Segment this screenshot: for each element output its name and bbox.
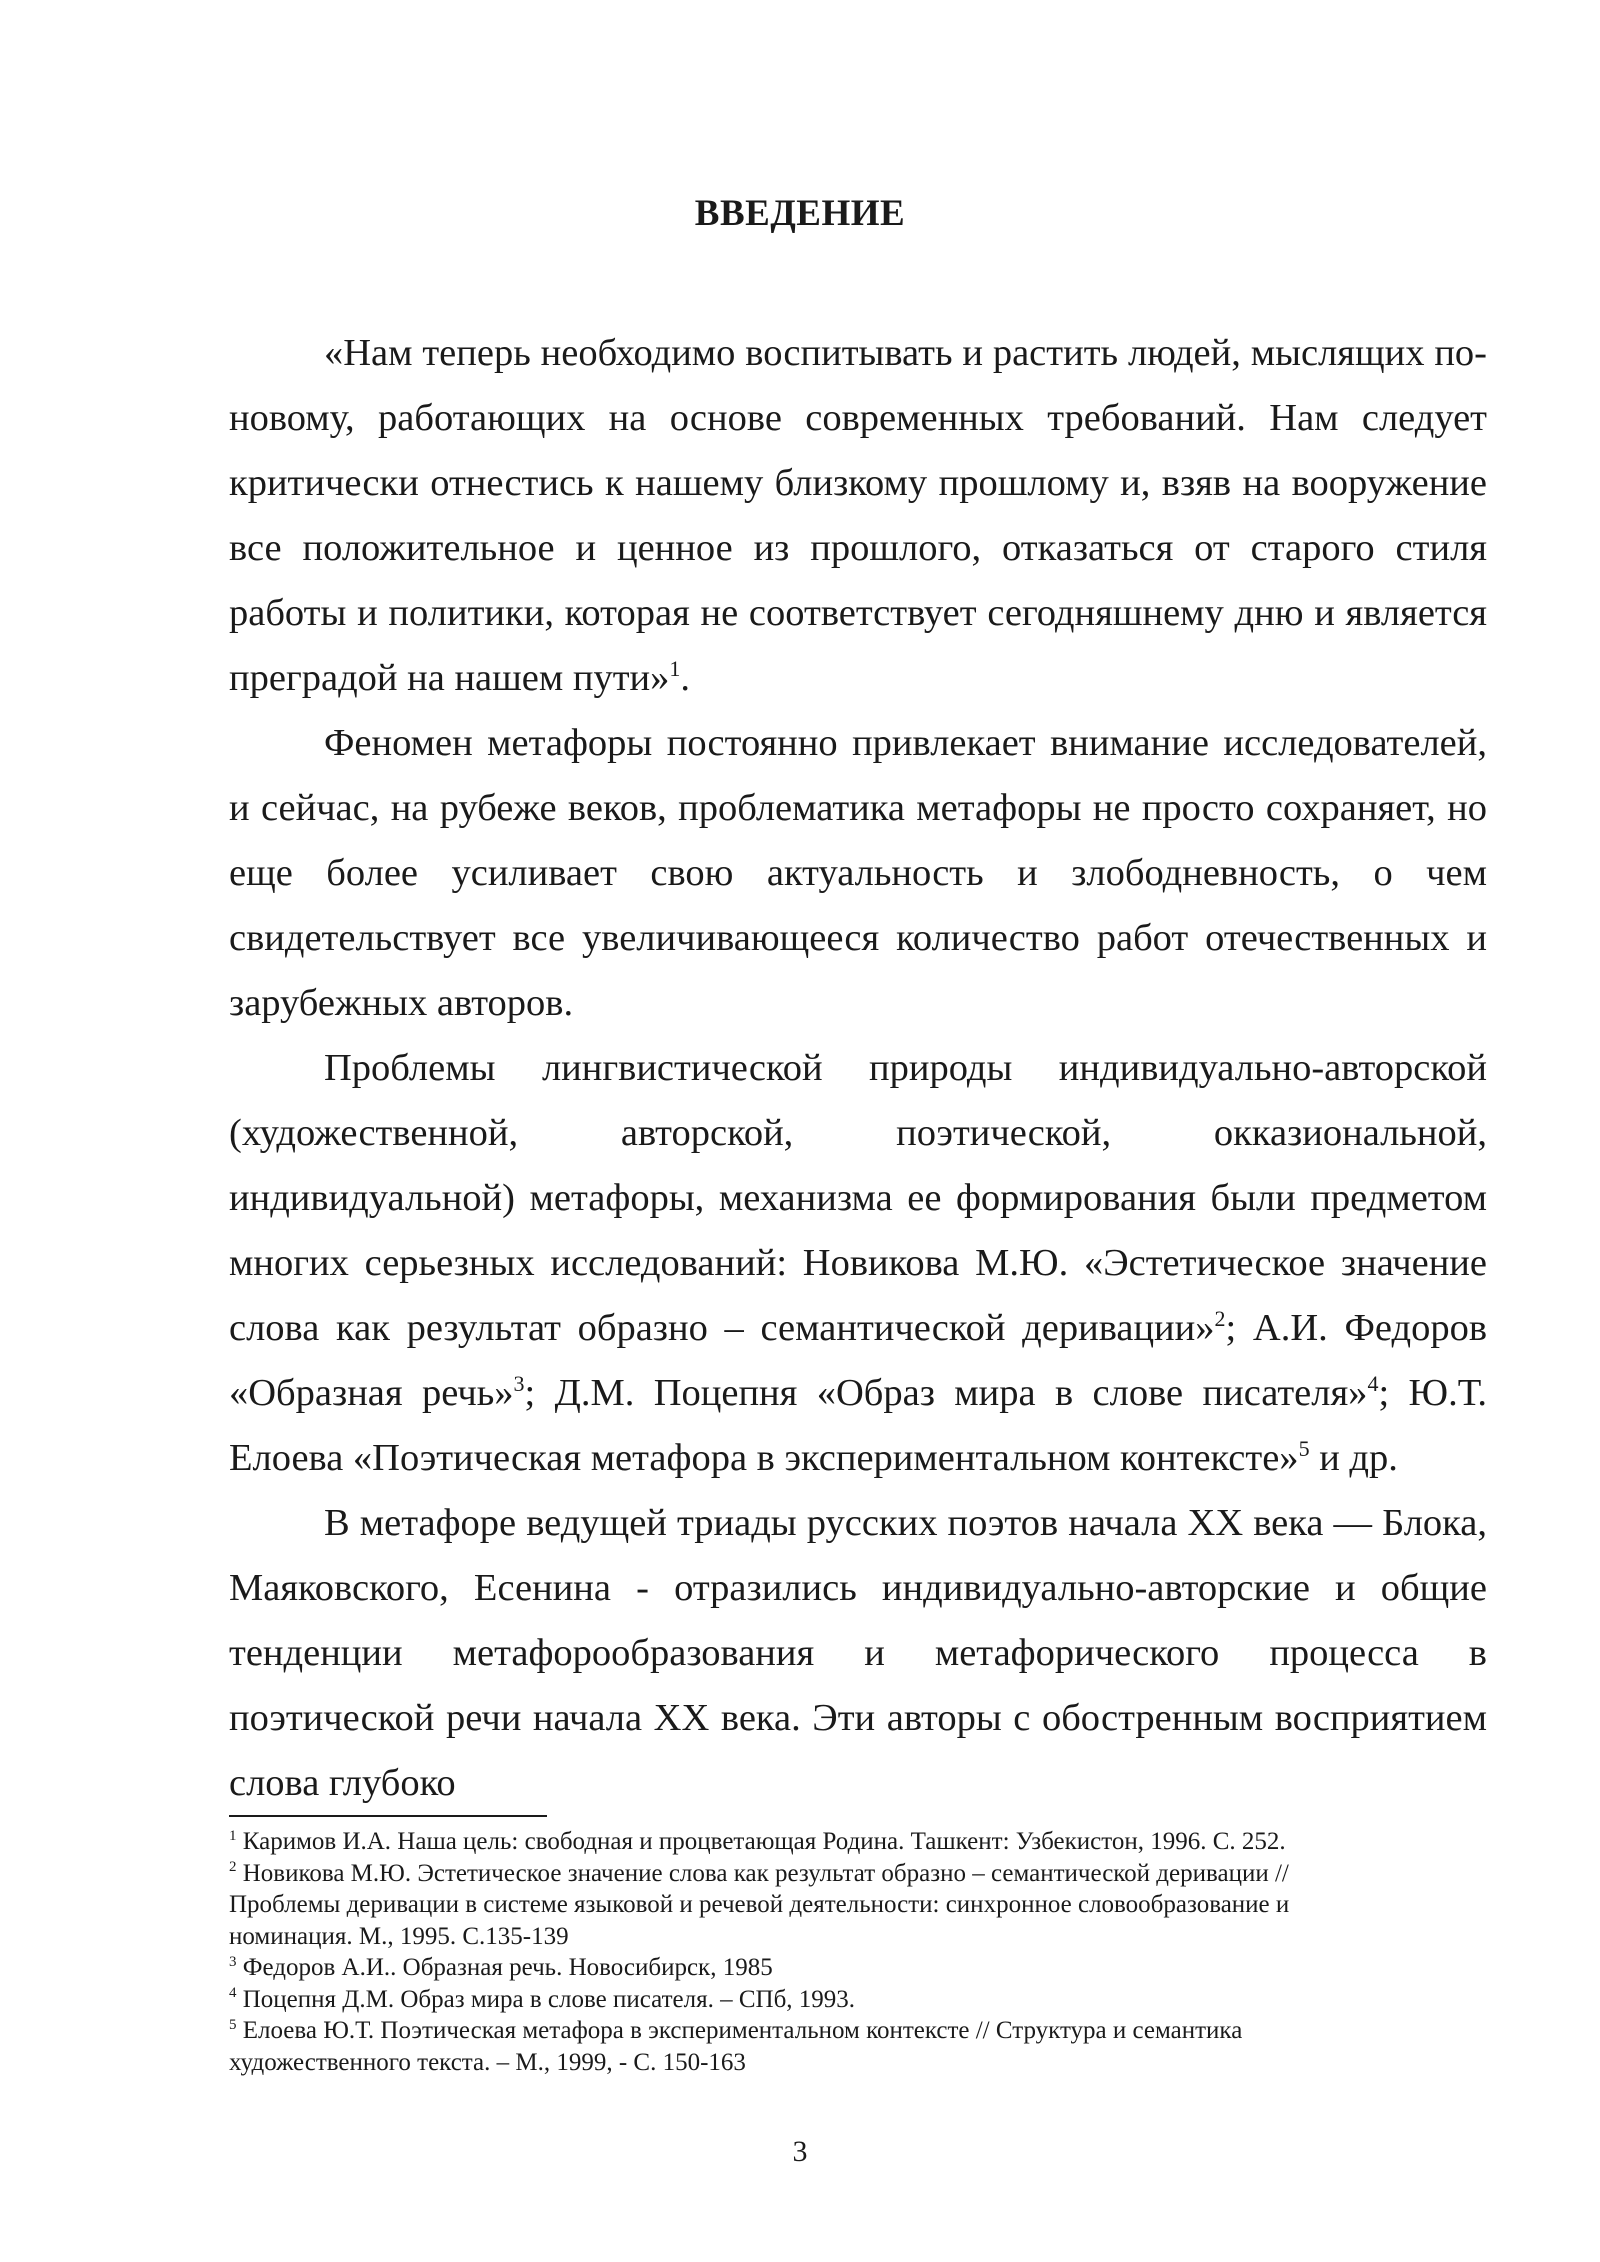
text-segment: ; Ю.Т. Елоева «Поэтическая метафора в экспериментальном контексте» xyxy=(229,1372,1487,1479)
footnote-text: Каримов И.А. Наша цель: свободная и процветающая Родина. Ташкент: Узбекистон, 1996. С. 252. xyxy=(236,1828,1286,1855)
footnote-item xyxy=(229,2015,1389,2078)
footnote-ref-1: 1 xyxy=(669,656,681,682)
footnote-text: Елоева Ю.Т. Поэтическая метафора в экспериментальном контексте // Структура и семантика художественного текста. – М., 1999, - С. 150-163 xyxy=(229,2017,1243,2076)
footnote-number: 5 xyxy=(229,2016,237,2033)
text-segment: и др. xyxy=(1309,1437,1398,1479)
quote-end: . xyxy=(680,657,691,699)
paragraph-quote xyxy=(229,321,1487,711)
footnote-item xyxy=(229,1952,1389,1984)
footnote-separator xyxy=(229,1815,547,1817)
page-title: ВВЕДЕНИЕ xyxy=(694,193,906,234)
footnote-number: 1 xyxy=(229,1827,237,1844)
footnote-text: Федоров А.И.. Образная речь. Новосибирск, 1985 xyxy=(236,1954,773,1981)
footnote-ref-3: 3 xyxy=(513,1371,525,1397)
footnote-number: 4 xyxy=(229,1985,237,2002)
page-number: 3 xyxy=(792,2135,808,2168)
footnote-text: Новикова М.Ю. Эстетическое значение слова как результат образно – семантической деривации // Проблемы деривации в системе языковой и речевой деятельности: синхронное словообразование и номинация. М., 1995. С.135-139 xyxy=(229,1859,1290,1950)
footnote-item xyxy=(229,1826,1389,1858)
paragraph-poets-triad: В метафоре ведущей триады русских поэтов начала XX века — Блока, Маяковского, Есенина - отразились индивидуально-авторские и общие тенденции метафорообразования и метафорического процесса в поэтической речи начала XX века. Эти авторы с обостренным восприятием слова глубоко xyxy=(229,1502,1487,1804)
footnote-text: Поцепня Д.М. Образ мира в слове писателя. – СПб, 1993. xyxy=(236,1985,856,2013)
quote-text: «Нам теперь необходимо воспитывать и растить людей, мыслящих по-новому, работающих на основе современных требований. Нам следует критически отнестись к нашему близкому прошлому и, взяв на вооружение все положительное и ценное из прошлого, отказаться от старого стиля работы и политики, которая не соответствует сегодняшнему дню и является преградой на нашем пути» xyxy=(229,332,1487,699)
paragraph-research-problems xyxy=(229,1036,1487,1491)
footnotes-section xyxy=(229,1826,1389,2078)
footnote-number: 3 xyxy=(229,1953,237,1970)
footnote-number: 2 xyxy=(229,1859,237,1876)
text-segment: ; Д.М. Поцепня «Образ мира в слове писателя» xyxy=(524,1372,1368,1414)
text-segment: Проблемы лингвистической природы индивидуально-авторской (художественной, авторской, поэтической, окказиональной, индивидуальной) метафоры, механизма ее формирования были предметом многих серьезных исследований: Новикова М.Ю. «Эстетическое значение слова как результат образно – семантической деривации» xyxy=(229,1047,1487,1349)
text-segment: ; А.И. Федоров «Образная речь» xyxy=(229,1307,1488,1414)
footnote-ref-4: 4 xyxy=(1367,1371,1379,1397)
footnote-item xyxy=(229,1858,1389,1953)
paragraph-metaphor-phenomenon: Феномен метафоры постоянно привлекает внимание исследователей, и сейчас, на рубеже веков, проблематика метафоры не просто сохраняет, но еще более усиливает свою актуальность и злободневность, о чем свидетельствует все увеличивающееся количество работ отечественных и зарубежных авторов. xyxy=(229,722,1487,1024)
footnote-item xyxy=(229,1984,1389,2016)
main-text xyxy=(229,321,1487,1816)
footnote-ref-2: 2 xyxy=(1214,1306,1226,1332)
footnote-ref-5: 5 xyxy=(1298,1436,1310,1462)
